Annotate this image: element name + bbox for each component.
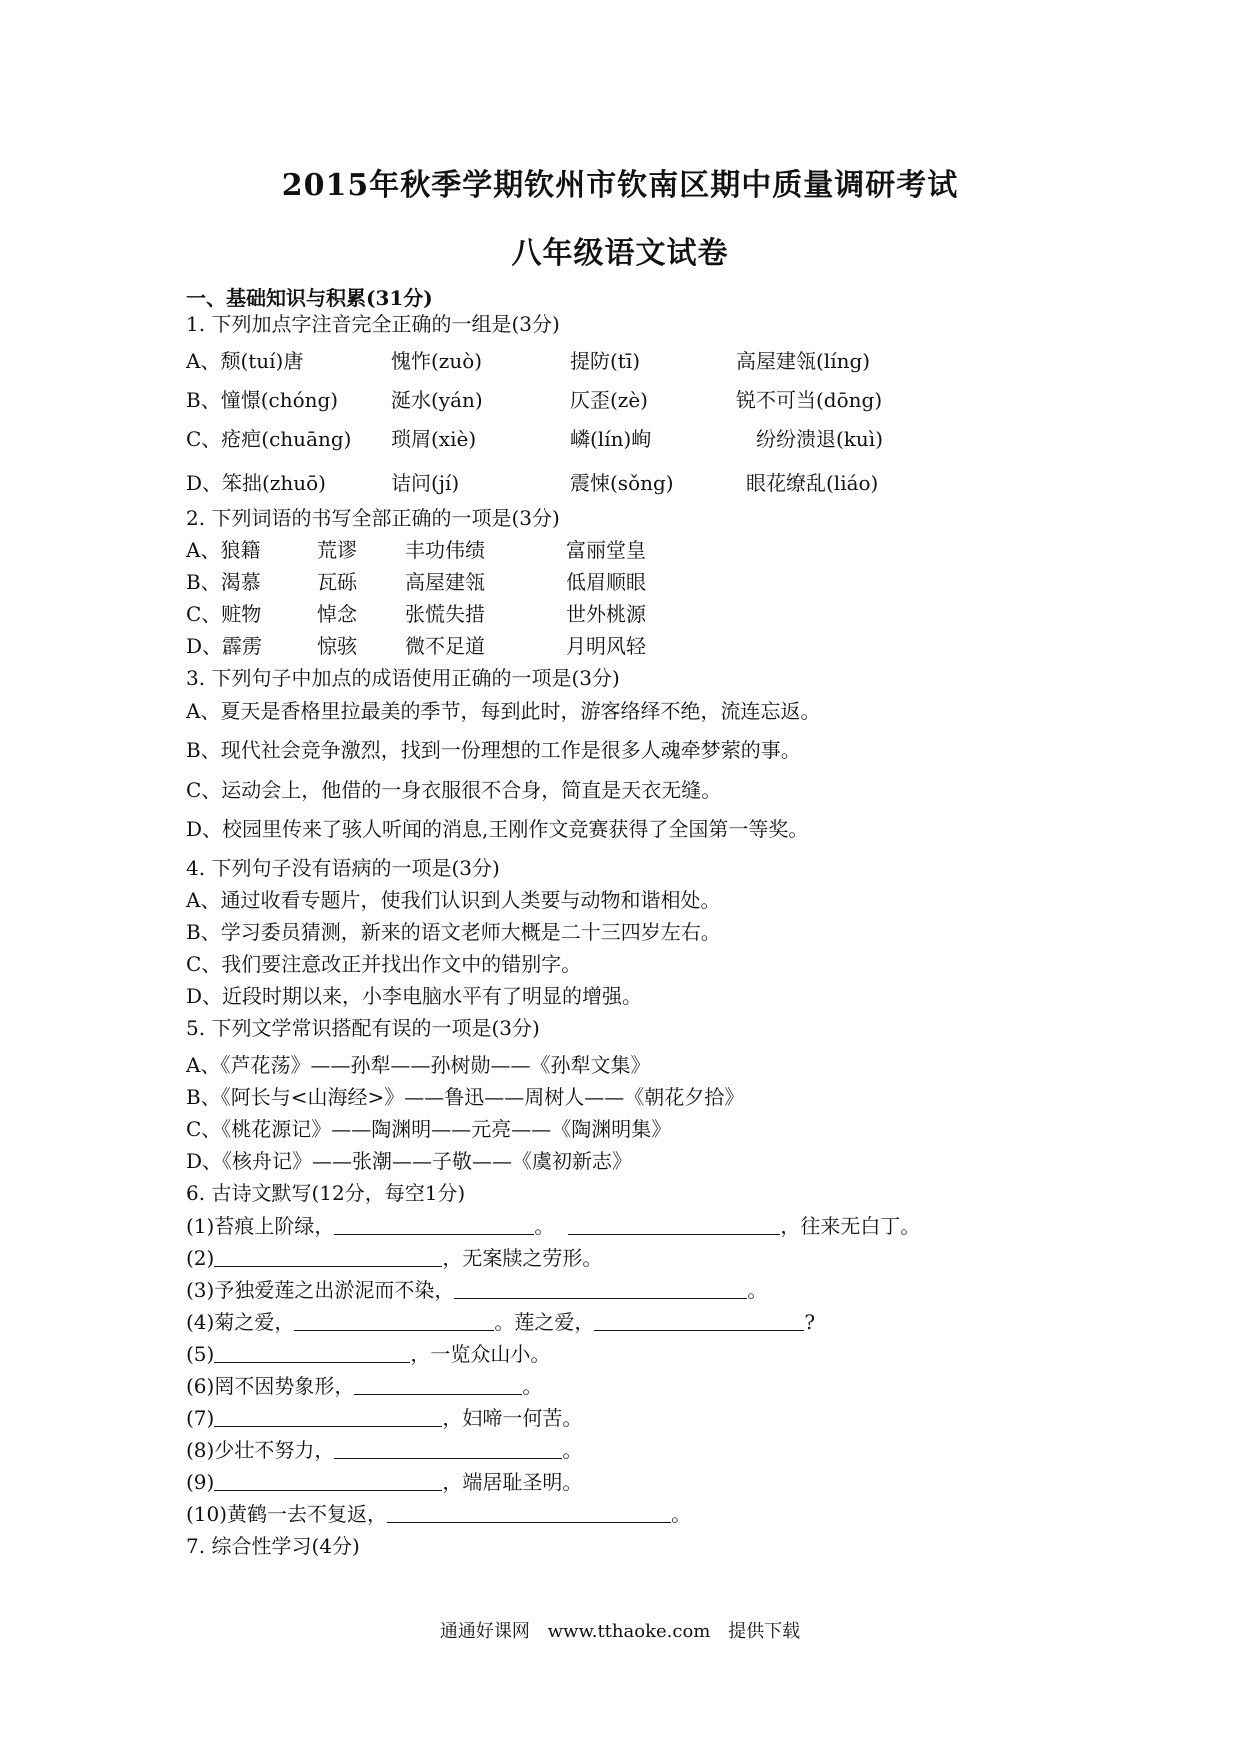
q6-item-4 bbox=[186, 1308, 815, 1336]
exam-title: 2015年秋季学期钦州市钦南区期中质量调研考试 bbox=[281, 168, 959, 203]
q6-10-prefix: (10)黄鹤一去不复返， bbox=[186, 1502, 388, 1526]
q4-option-a: A、通过收看专题片，使我们认识到人类要与动物和谐相处。 bbox=[186, 888, 721, 912]
q2-a-3: 丰功伟绩 bbox=[405, 538, 485, 562]
q4-option-d: D、近段时期以来，小李电脑水平有了明显的增强。 bbox=[186, 984, 643, 1008]
q6-8-suffix: 。 bbox=[562, 1438, 583, 1462]
q2-a-2: 荒谬 bbox=[317, 538, 357, 562]
q3-option-b: B、现代社会竞争激烈，找到一份理想的工作是很多人魂牵梦萦的事。 bbox=[186, 738, 801, 762]
q6-8-prefix: (8)少壮不努力， bbox=[186, 1438, 335, 1462]
q5-option-d: D、《核舟记》——张潮——子敬——《虞初新志》 bbox=[186, 1149, 633, 1173]
q6-2-prefix: (2) bbox=[186, 1246, 215, 1270]
q6-item-8 bbox=[186, 1436, 582, 1464]
q6-4-suffix: ? bbox=[804, 1310, 816, 1334]
q6-10-suffix: 。 bbox=[671, 1502, 692, 1526]
q6-1-blank-b[interactable] bbox=[568, 1212, 780, 1235]
q1-b-3: 仄歪(zè) bbox=[570, 388, 648, 412]
q1-c-3: 嶙(lín)峋 bbox=[570, 427, 652, 451]
q1-b-4: 锐不可当(dōng) bbox=[736, 388, 883, 412]
q6-1-suffix: ，往来无白丁。 bbox=[780, 1214, 921, 1238]
q6-9-suffix: ，端居耻圣明。 bbox=[442, 1470, 583, 1494]
q6-10-blank[interactable] bbox=[387, 1500, 671, 1523]
q7-stem: 7. 综合性学习(4分) bbox=[186, 1534, 360, 1558]
q2-d-4: 月明风轻 bbox=[566, 634, 646, 658]
q2-d-1: D、霹雳 bbox=[186, 634, 263, 658]
q1-b-2: 涎水(yán) bbox=[391, 388, 483, 412]
q1-c-1: C、疮疤(chuāng) bbox=[186, 427, 352, 451]
q4-option-c: C、我们要注意改正并找出作文中的错别字。 bbox=[186, 952, 582, 976]
section-heading: 一、基础知识与积累(31分) bbox=[186, 286, 433, 310]
q6-4-mid: 。莲之爱， bbox=[494, 1310, 595, 1334]
q6-1-blank-a[interactable] bbox=[334, 1212, 534, 1235]
q6-5-blank[interactable] bbox=[214, 1340, 410, 1363]
q6-5-prefix: (5) bbox=[186, 1342, 215, 1366]
q2-a-1: A、狼籍 bbox=[186, 538, 261, 562]
q6-7-prefix: (7) bbox=[186, 1406, 215, 1430]
q2-b-3: 高屋建瓴 bbox=[405, 570, 485, 594]
q6-7-blank[interactable] bbox=[214, 1404, 442, 1427]
q6-6-suffix: 。 bbox=[522, 1374, 543, 1398]
q2-b-1: B、渴慕 bbox=[186, 570, 261, 594]
q5-stem: 5. 下列文学常识搭配有误的一项是(3分) bbox=[186, 1016, 540, 1040]
q6-8-blank[interactable] bbox=[334, 1436, 562, 1459]
q6-6-prefix: (6)罔不因势象形， bbox=[186, 1374, 355, 1398]
q1-a-1: A、颓(tuí)唐 bbox=[186, 349, 304, 373]
q5-option-c: C、《桃花源记》——陶渊明——元亮——《陶渊明集》 bbox=[186, 1117, 672, 1141]
q4-option-b: B、学习委员猜测，新来的语文老师大概是二十三四岁左右。 bbox=[186, 920, 721, 944]
q1-d-1: D、笨拙(zhuō) bbox=[186, 471, 326, 495]
q6-stem: 6. 古诗文默写(12分，每空1分) bbox=[186, 1181, 466, 1205]
q1-a-3: 提防(tī) bbox=[570, 349, 641, 373]
q6-3-prefix: (3)予独爱莲之出淤泥而不染， bbox=[186, 1278, 455, 1302]
q1-d-4: 眼花缭乱(liáo) bbox=[746, 471, 879, 495]
q1-c-4: 纷纷溃退(kuì) bbox=[756, 427, 884, 451]
q3-option-d: D、校园里传来了骇人听闻的消息,王刚作文竞赛获得了全国第一等奖。 bbox=[186, 817, 809, 841]
footer-site-name: 通通好课网 bbox=[439, 1621, 530, 1642]
q6-item-6 bbox=[186, 1372, 542, 1400]
q1-b-1: B、憧憬(chóng) bbox=[186, 388, 339, 412]
q6-item-5 bbox=[186, 1340, 550, 1368]
q6-1-prefix: (1)苔痕上阶绿， bbox=[186, 1214, 335, 1238]
q2-d-3: 微不足道 bbox=[405, 634, 485, 658]
q5-option-b: B、《阿长与<山海经>》——鲁迅——周树人——《朝花夕拾》 bbox=[186, 1085, 745, 1109]
q2-c-3: 张慌失措 bbox=[405, 602, 485, 626]
q2-c-4: 世外桃源 bbox=[566, 602, 646, 626]
q6-4-prefix: (4)菊之爱， bbox=[186, 1310, 295, 1334]
q2-c-2: 悼念 bbox=[317, 602, 357, 626]
q2-b-4: 低眉顺眼 bbox=[566, 570, 646, 594]
q2-c-1: C、赃物 bbox=[186, 602, 262, 626]
q1-d-3: 震悚(sǒng) bbox=[570, 471, 674, 495]
q2-a-4: 富丽堂皇 bbox=[566, 538, 646, 562]
q6-6-blank[interactable] bbox=[354, 1372, 522, 1395]
q6-1-mid: 。 bbox=[534, 1214, 555, 1238]
q3-stem: 3. 下列句子中加点的成语使用正确的一项是(3分) bbox=[186, 666, 620, 690]
q6-item-7 bbox=[186, 1404, 582, 1432]
footer-suffix: 提供下载 bbox=[728, 1621, 801, 1642]
q1-c-2: 琐屑(xiè) bbox=[391, 427, 477, 451]
q2-d-2: 惊骇 bbox=[317, 634, 357, 658]
q3-option-c: C、运动会上，他借的一身衣服很不合身，简直是天衣无缝。 bbox=[186, 778, 722, 802]
q6-item-10 bbox=[186, 1500, 691, 1528]
q2-stem: 2. 下列词语的书写全部正确的一项是(3分) bbox=[186, 506, 560, 530]
q6-3-suffix: 。 bbox=[747, 1278, 768, 1302]
q6-item-9 bbox=[186, 1468, 582, 1496]
q2-b-2: 瓦砾 bbox=[317, 570, 357, 594]
footer bbox=[0, 1617, 1240, 1643]
q6-4-blank-b[interactable] bbox=[594, 1308, 804, 1331]
q1-d-2: 诘问(jí) bbox=[391, 471, 460, 495]
q3-option-a: A、夏天是香格里拉最美的季节，每到此时，游客络绎不绝，流连忘返。 bbox=[186, 699, 821, 723]
q1-stem: 1. 下列加点字注音完全正确的一组是(3分) bbox=[186, 312, 560, 336]
q6-item-3 bbox=[186, 1276, 767, 1304]
q6-2-suffix: ，无案牍之劳形。 bbox=[442, 1246, 603, 1270]
q4-stem: 4. 下列句子没有语病的一项是(3分) bbox=[186, 856, 500, 880]
exam-subtitle: 八年级语文试卷 bbox=[511, 236, 729, 271]
q6-7-suffix: ，妇啼一何苦。 bbox=[442, 1406, 583, 1430]
q6-item-2 bbox=[186, 1244, 602, 1272]
q5-option-a: A、《芦花荡》——孙犁——孙树勋——《孙犁文集》 bbox=[186, 1053, 651, 1077]
q6-2-blank[interactable] bbox=[214, 1244, 442, 1267]
q6-item-1 bbox=[186, 1212, 920, 1240]
q6-3-blank[interactable] bbox=[454, 1276, 747, 1299]
q1-a-4: 高屋建瓴(líng) bbox=[736, 349, 871, 373]
q6-9-blank[interactable] bbox=[214, 1468, 442, 1491]
footer-url[interactable]: www.tthaoke.com bbox=[547, 1621, 711, 1642]
q6-9-prefix: (9) bbox=[186, 1470, 215, 1494]
q6-5-suffix: ，一览众山小。 bbox=[410, 1342, 551, 1366]
q6-4-blank-a[interactable] bbox=[294, 1308, 494, 1331]
q1-a-2: 愧怍(zuò) bbox=[391, 349, 483, 373]
